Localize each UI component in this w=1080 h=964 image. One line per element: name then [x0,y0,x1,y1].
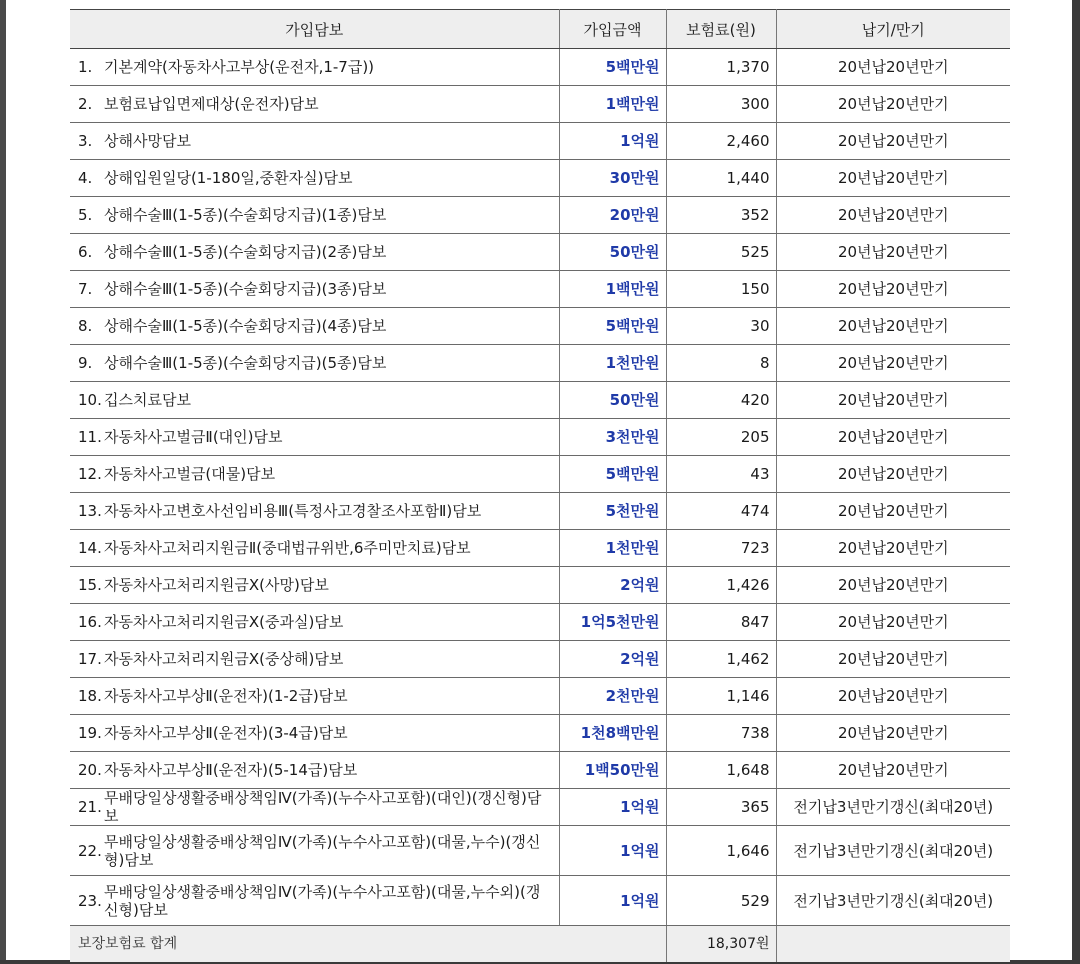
row-number: 19. [78,724,102,742]
table-header-row [70,10,1010,49]
term-cell: 20년납20년만기 [776,160,1010,197]
row-number: 18. [78,687,102,705]
coverage-cell [70,493,559,530]
term-cell: 전기납3년만기갱신(최대20년) [776,826,1010,876]
page-edge-left [0,0,6,964]
coverage-name: 상해수술Ⅲ(1-5종)(수술회당지급)(2종)담보 [104,243,387,261]
table-row [70,567,1010,604]
row-number: 13. [78,502,102,520]
amount-cell: 5백만원 [559,49,666,86]
premium-cell: 30 [666,308,776,345]
amount-cell: 5천만원 [559,493,666,530]
coverage-name: 자동차사고처리지원금Ⅱ(중대법규위반,6주미만치료)담보 [104,539,471,557]
premium-cell: 1,646 [666,826,776,876]
row-number: 3. [78,132,93,150]
amount-cell: 1천8백만원 [559,715,666,752]
amount-cell: 1억5천만원 [559,604,666,641]
premium-cell: 365 [666,789,776,826]
table-row [70,160,1010,197]
coverage-name: 보험료납입면제대상(운전자)담보 [104,95,319,113]
row-number: 7. [78,280,93,298]
table-row [70,86,1010,123]
premium-cell: 738 [666,715,776,752]
table-row [70,876,1010,926]
amount-cell: 50만원 [559,382,666,419]
coverage-cell [70,876,559,926]
term-cell: 20년납20년만기 [776,197,1010,234]
premium-cell: 529 [666,876,776,926]
premium-cell: 723 [666,530,776,567]
coverage-name: 자동차사고처리지원금Ⅹ(사망)담보 [104,576,329,594]
amount-cell: 1천만원 [559,345,666,382]
premium-cell: 1,648 [666,752,776,789]
term-cell: 20년납20년만기 [776,530,1010,567]
coverage-cell [70,86,559,123]
coverage-name: 무배당일상생활중배상책임Ⅳ(가족)(누수사고포함)(대물,누수)(갱신형)담보 [104,832,541,869]
coverage-cell [70,271,559,308]
amount-cell: 1억원 [559,826,666,876]
coverage-name: 상해수술Ⅲ(1-5종)(수술회당지급)(4종)담보 [104,317,387,335]
table-row [70,715,1010,752]
coverage-cell [70,678,559,715]
amount-cell: 2억원 [559,567,666,604]
coverage-cell [70,49,559,86]
premium-cell: 1,462 [666,641,776,678]
premium-cell: 300 [666,86,776,123]
table-row [70,308,1010,345]
coverage-name: 상해사망담보 [104,132,191,150]
row-number: 2. [78,95,93,113]
premium-cell: 1,370 [666,49,776,86]
term-cell: 20년납20년만기 [776,715,1010,752]
coverage-cell [70,345,559,382]
coverage-cell [70,530,559,567]
table-row [70,382,1010,419]
row-number: 16. [78,613,102,631]
table-row [70,789,1010,826]
table-row [70,752,1010,789]
row-number: 6. [78,243,93,261]
table-row [70,345,1010,382]
term-cell: 20년납20년만기 [776,419,1010,456]
premium-cell: 205 [666,419,776,456]
table-row [70,49,1010,86]
coverage-cell [70,123,559,160]
coverage-cell [70,641,559,678]
coverage-name: 상해수술Ⅲ(1-5종)(수술회당지급)(3종)담보 [104,280,387,298]
coverage-name: 자동차사고부상Ⅱ(운전자)(5-14급)담보 [104,761,358,779]
premium-cell: 420 [666,382,776,419]
coverage-name: 깁스치료담보 [104,391,191,409]
total-label: 보장보험료 합계 [70,926,666,963]
row-number: 9. [78,354,93,372]
term-cell: 전기납3년만기갱신(최대20년) [776,789,1010,826]
coverage-name: 자동차사고처리지원금Ⅹ(중상해)담보 [104,650,344,668]
amount-cell: 1억원 [559,876,666,926]
term-cell: 20년납20년만기 [776,493,1010,530]
table-row [70,826,1010,876]
table-row [70,271,1010,308]
term-cell: 20년납20년만기 [776,345,1010,382]
table-body [70,49,1010,926]
row-number: 12. [78,465,102,483]
term-cell: 전기납3년만기갱신(최대20년) [776,876,1010,926]
coverage-name: 자동차사고벌금(대물)담보 [104,465,276,483]
premium-cell: 1,440 [666,160,776,197]
amount-cell: 2천만원 [559,678,666,715]
row-number: 23. [78,891,102,910]
premium-cell: 1,146 [666,678,776,715]
amount-cell: 50만원 [559,234,666,271]
row-number: 17. [78,650,102,668]
amount-cell: 5백만원 [559,456,666,493]
coverage-name: 무배당일상생활중배상책임Ⅳ(가족)(누수사고포함)(대물,누수외)(갱신형)담보 [104,882,541,919]
coverage-name: 자동차사고부상Ⅱ(운전자)(3-4급)담보 [104,724,348,742]
term-cell: 20년납20년만기 [776,456,1010,493]
header-amount: 가입금액 [559,10,666,49]
row-number: 14. [78,539,102,557]
term-cell: 20년납20년만기 [776,308,1010,345]
premium-cell: 43 [666,456,776,493]
table-row [70,234,1010,271]
coverage-cell [70,308,559,345]
coverage-cell [70,419,559,456]
coverage-cell [70,382,559,419]
premium-cell: 525 [666,234,776,271]
premium-cell: 150 [666,271,776,308]
premium-cell: 8 [666,345,776,382]
coverage-cell [70,456,559,493]
header-term: 납기/만기 [776,10,1010,49]
term-cell: 20년납20년만기 [776,234,1010,271]
coverage-name: 자동차사고변호사선임비용Ⅲ(특정사고경찰조사포함Ⅱ)담보 [104,502,482,520]
term-cell: 20년납20년만기 [776,641,1010,678]
premium-cell: 474 [666,493,776,530]
coverage-cell [70,826,559,876]
row-number: 10. [78,391,102,409]
total-premium: 18,307원 [666,926,776,963]
row-number: 15. [78,576,102,594]
term-cell: 20년납20년만기 [776,678,1010,715]
table-row [70,123,1010,160]
header-premium: 보험료(원) [666,10,776,49]
coverage-name: 상해수술Ⅲ(1-5종)(수술회당지급)(5종)담보 [104,354,387,372]
table-row [70,456,1010,493]
coverage-name: 자동차사고처리지원금Ⅹ(중과실)담보 [104,613,344,631]
coverage-cell [70,567,559,604]
row-number: 5. [78,206,93,224]
term-cell: 20년납20년만기 [776,382,1010,419]
premium-cell: 847 [666,604,776,641]
row-number: 22. [78,841,102,860]
row-number: 21. [78,798,102,816]
coverage-name: 기본계약(자동차사고부상(운전자,1-7급)) [104,58,375,76]
coverage-name: 상해입원일당(1-180일,중환자실)담보 [104,169,353,187]
amount-cell: 1백만원 [559,271,666,308]
coverage-cell [70,752,559,789]
amount-cell: 1억원 [559,123,666,160]
coverage-cell [70,789,559,826]
row-number: 20. [78,761,102,779]
amount-cell: 5백만원 [559,308,666,345]
amount-cell: 2억원 [559,641,666,678]
premium-cell: 352 [666,197,776,234]
row-number: 4. [78,169,93,187]
term-cell: 20년납20년만기 [776,86,1010,123]
row-number: 1. [78,58,93,76]
term-cell: 20년납20년만기 [776,567,1010,604]
premium-cell: 1,426 [666,567,776,604]
term-cell: 20년납20년만기 [776,123,1010,160]
coverage-name: 자동차사고부상Ⅱ(운전자)(1-2급)담보 [104,687,348,705]
page-edge-right [1072,0,1080,964]
coverage-cell [70,160,559,197]
amount-cell: 3천만원 [559,419,666,456]
term-cell: 20년납20년만기 [776,271,1010,308]
table-row [70,493,1010,530]
amount-cell: 1백50만원 [559,752,666,789]
table-row [70,419,1010,456]
term-cell: 20년납20년만기 [776,752,1010,789]
coverage-name: 무배당일상생활중배상책임Ⅳ(가족)(누수사고포함)(대인)(갱신형)담보 [104,789,542,825]
coverage-name: 상해수술Ⅲ(1-5종)(수술회당지급)(1종)담보 [104,206,387,224]
table-row [70,641,1010,678]
row-number: 8. [78,317,93,335]
table-row [70,530,1010,567]
amount-cell: 1천만원 [559,530,666,567]
coverage-cell [70,715,559,752]
amount-cell: 30만원 [559,160,666,197]
amount-cell: 1백만원 [559,86,666,123]
total-row [70,926,1010,963]
coverage-table [70,9,1010,962]
amount-cell: 20만원 [559,197,666,234]
coverage-cell [70,234,559,271]
table-row [70,197,1010,234]
term-cell: 20년납20년만기 [776,604,1010,641]
amount-cell: 1억원 [559,789,666,826]
total-term-empty [776,926,1010,963]
premium-cell: 2,460 [666,123,776,160]
table-row [70,604,1010,641]
coverage-cell [70,604,559,641]
coverage-cell [70,197,559,234]
header-coverage: 가입담보 [70,10,559,49]
row-number: 11. [78,428,102,446]
coverage-name: 자동차사고벌금Ⅱ(대인)담보 [104,428,283,446]
term-cell: 20년납20년만기 [776,49,1010,86]
table-row [70,678,1010,715]
